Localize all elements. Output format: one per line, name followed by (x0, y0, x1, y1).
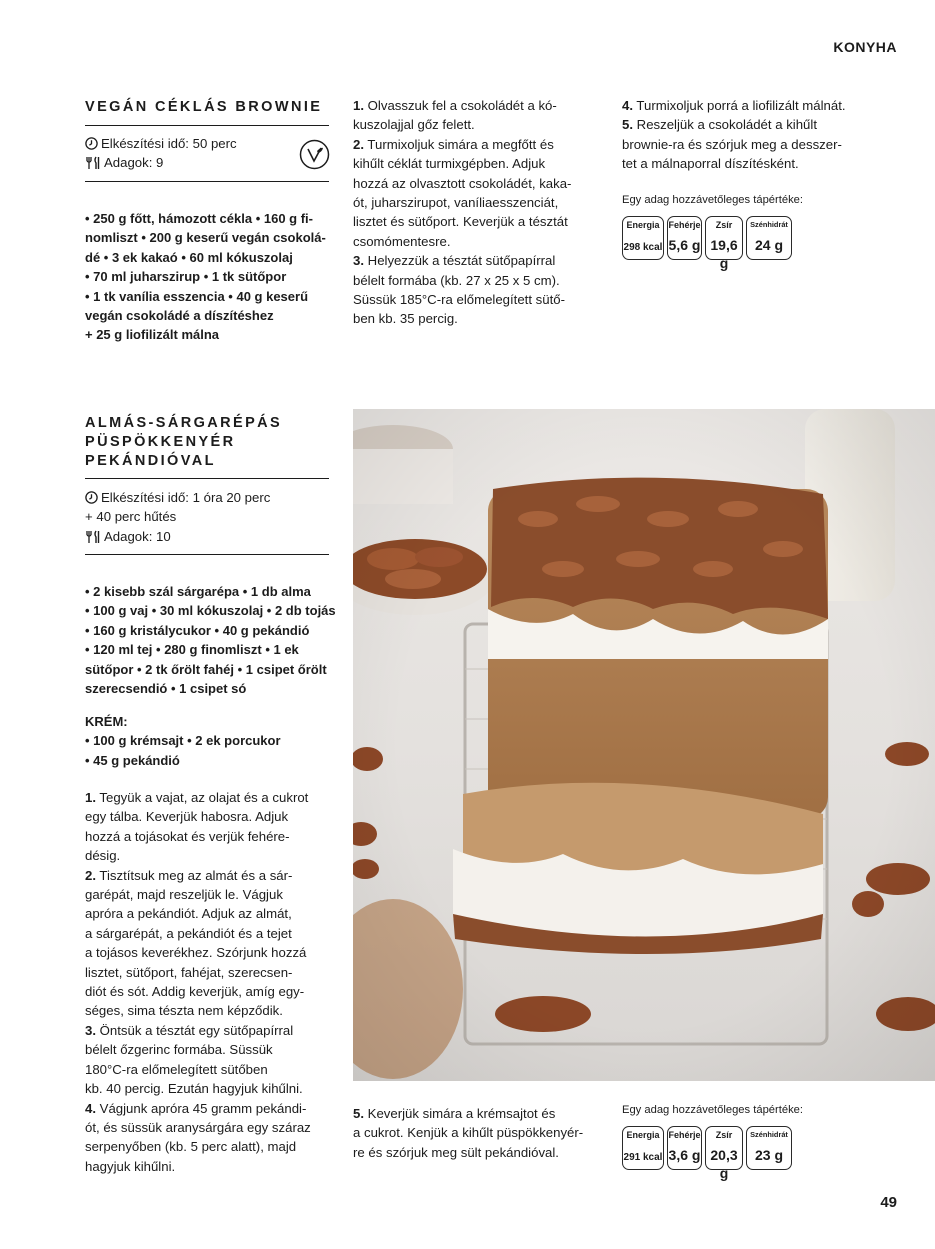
cake-photo-illustration (353, 409, 935, 1081)
nutrition-cell-fat (705, 1126, 743, 1181)
step-line (85, 1137, 311, 1156)
step-text: brownie-ra és szórjuk meg a desszer- (622, 136, 842, 152)
step-line (85, 885, 311, 904)
step-line (85, 963, 311, 982)
nutrition-cell-carbs (746, 1126, 792, 1170)
step-line (353, 212, 571, 231)
step-line (85, 788, 311, 807)
nutrition-label: Fehérje (668, 1130, 701, 1140)
ingredient-line: szerecsendió • 1 csipet só (85, 681, 247, 697)
step-line (353, 1104, 583, 1123)
nutrition-cell-carbs (746, 216, 792, 260)
ingredient-line: dé • 3 ek kakaó • 60 ml kókuszolaj (85, 249, 293, 265)
step-line (85, 866, 311, 885)
ingredient-line: + 25 g liofilizált málna (85, 327, 220, 343)
recipe1-title-rule (85, 125, 329, 126)
step-text: a cukrot. Kenjük a kihűlt püspökkenyér- (353, 1125, 584, 1141)
step-text: Reszeljük a csokoládét a kihűlt (633, 117, 817, 133)
step-line (353, 96, 571, 115)
step-line (353, 115, 571, 134)
cake-photo (353, 409, 935, 1081)
step-text: ben kb. 35 percig. (353, 311, 458, 327)
step-text: hagyjuk kihűlni. (85, 1158, 176, 1174)
step-line (622, 115, 846, 134)
nutrition-cell-protein (667, 1126, 702, 1170)
nutrition-value: 291 kcal (623, 1152, 663, 1163)
recipe1-ingredients (85, 209, 326, 345)
nutrition-label: Fehérje (668, 220, 701, 230)
step-text: Tisztítsuk meg az almát és a sár- (96, 867, 293, 883)
page-number: 49 (880, 1194, 897, 1211)
step-text: ót, juharszirupot, vaníliaesszenciát, (353, 195, 559, 211)
ingredient-line: nomliszt • 200 g keserű vegán csokolá- (85, 230, 326, 246)
nutrition-value: 19,6 g (710, 237, 738, 271)
recipe1-title: VEGÁN CÉKLÁS BROWNIE (85, 99, 323, 115)
recipe1-meta-rule (85, 181, 329, 182)
ingredient-line: • 100 g vaj • 30 ml kókuszolaj • 2 db tojás (85, 603, 336, 619)
step-number: 5. (622, 117, 633, 133)
step-line (353, 135, 571, 154)
recipe2-cream (85, 712, 281, 770)
step-text: bélelt formába (kb. 27 x 25 x 5 cm). (353, 272, 560, 288)
step-number: 1. (85, 790, 96, 805)
step-text: lisztet, sütőport, fahéjat, szerecsen- (85, 964, 293, 980)
nutrition-value: 3,6 g (668, 1147, 701, 1163)
recipe1-servings: Adagok: 9 (104, 155, 164, 171)
recipe2-title-line: ALMÁS-SÁRGARÉPÁS (85, 415, 283, 431)
recipe2-steps-col1 (85, 788, 311, 1176)
step-text: a tojásos keverékhez. Szórjunk hozzá (85, 945, 307, 961)
step-line (353, 154, 571, 173)
step-text: Öntsük a tésztát egy sütőpapírral (96, 1022, 294, 1038)
cutlery-icon (85, 530, 101, 544)
step-text: tet a málnaporral díszítésként. (622, 156, 799, 172)
step-line (622, 135, 846, 154)
step-text: Olvasszuk fel a csokoládét a kó- (364, 98, 557, 113)
recipe2-prep-time-line (85, 488, 335, 507)
step-line (85, 1157, 311, 1176)
step-line (85, 1040, 311, 1059)
ingredient-line: • 120 ml tej • 280 g finomliszt • 1 ek (85, 642, 299, 658)
ingredient-line: • 250 g főtt, hámozott cékla • 160 g fi- (85, 211, 313, 226)
step-text: désig. (85, 848, 121, 864)
step-text: kihűlt céklát turmixgépben. Adjuk (353, 156, 546, 172)
step-line (353, 290, 571, 309)
recipe2-servings-line (85, 527, 335, 546)
nutrition-label: Energia (626, 220, 660, 230)
step-text: csomómentesre. (353, 233, 451, 249)
recipe2-title-line: PÜSPÖKKENYÉR (85, 434, 236, 450)
nutrition-cell-protein (667, 216, 702, 260)
ingredient-line: • 45 g pekándió (85, 752, 180, 768)
recipe1-nutrition-table (622, 216, 792, 271)
step-text: Helyezzük a tésztát sütőpapírral (364, 253, 556, 269)
ingredient-line: • 100 g krémsajt • 2 ek porcukor (85, 733, 281, 749)
recipe2-prep-time: Elkészítési idő: 1 óra 20 perc (101, 490, 271, 505)
ingredient-line: • 2 kisebb szál sárgarépa • 1 db alma (85, 584, 311, 599)
step-line (85, 904, 311, 923)
section-label: KONYHA (833, 39, 897, 55)
step-line (353, 193, 571, 212)
recipe1-nutrition-caption: Egy adag hozzávetőleges tápértéke: (622, 194, 803, 206)
step-number: 3. (85, 1022, 96, 1038)
step-text: kb. 40 percig. Ezután hagyjuk kihűlni. (85, 1081, 303, 1097)
step-text: diót és sót. Addig keverjük, amíg egy- (85, 984, 305, 1000)
step-text: hozzá a tojásokat és verjük fehére- (85, 828, 290, 844)
step-text: Süssük 185°C-ra előmelegített sütő- (353, 292, 565, 308)
step-number: 4. (85, 1100, 96, 1116)
step-line (353, 1143, 583, 1162)
step-line (85, 1060, 311, 1079)
nutrition-value: 5,6 g (668, 237, 701, 253)
recipe2-meta-rule (85, 554, 329, 555)
vegan-leaf-icon (299, 139, 330, 170)
step-text: ót, és süssük aranysárgára egy száraz (85, 1119, 311, 1135)
ingredient-line: • 70 ml juharszirup • 1 tk sütőpor (85, 269, 287, 285)
step-line (85, 807, 311, 826)
step-text: Tegyük a vajat, az olajat és a cukrot (96, 790, 309, 805)
recipe2-servings: Adagok: 10 (104, 528, 171, 544)
step-text: re és szórjuk meg sült pekándióval. (353, 1144, 559, 1160)
recipe2-title-rule (85, 478, 329, 479)
step-text: Turmixoljuk simára a megfőtt és (364, 136, 554, 152)
step-line (353, 1123, 583, 1142)
clock-icon (85, 137, 98, 150)
ingredient-line: vegán csokoládé a díszítéshez (85, 308, 274, 324)
step-line (622, 96, 846, 115)
step-text: serpenyőben (kb. 5 perc alatt), majd (85, 1139, 297, 1155)
step-line (353, 271, 571, 290)
nutrition-label: Energia (626, 1130, 660, 1140)
recipe2-nutrition-table (622, 1126, 792, 1181)
step-text: garépát, majd reszeljük le. Vágjuk (85, 887, 283, 903)
step-number: 4. (622, 98, 633, 113)
recipe2-nutrition-caption: Egy adag hozzávetőleges tápértéke: (622, 1104, 803, 1116)
step-text: kuszolajjal gőz felett. (353, 117, 475, 133)
step-line (85, 943, 311, 962)
step-text: Vágjunk apróra 45 gramm pekándi- (96, 1100, 307, 1116)
step-line (622, 154, 846, 173)
nutrition-label: Szénhidrát (750, 220, 788, 229)
nutrition-label: Szénhidrát (750, 1130, 788, 1139)
recipe1-prep-time: Elkészítési idő: 50 perc (101, 136, 237, 151)
clock-icon (85, 491, 98, 504)
step-number: 2. (85, 867, 96, 883)
cream-heading: KRÉM: (85, 714, 128, 729)
recipe2-title-line: PEKÁNDIÓVAL (85, 453, 216, 469)
step-line (353, 251, 571, 270)
recipe2-ingredients (85, 582, 336, 698)
step-line (353, 232, 571, 251)
ingredient-line: • 1 tk vanília esszencia • 40 g keserű (85, 288, 309, 304)
nutrition-value: 20,3 g (710, 1147, 738, 1181)
recipe1-steps-col2 (353, 96, 571, 329)
recipe2-meta (85, 488, 335, 546)
nutrition-cell-energy (622, 1126, 664, 1170)
step-line (85, 982, 311, 1001)
recipe1-prep-time-line (85, 134, 335, 153)
step-text: Keverjük simára a krémsajtot és (364, 1106, 556, 1121)
step-line (85, 1099, 311, 1118)
recipe1-steps-col3 (622, 96, 846, 174)
nutrition-label: Zsír (715, 220, 733, 230)
recipe1-meta (85, 134, 335, 173)
recipe1-servings-line (85, 153, 335, 172)
step-text: 180°C-ra előmelegített sütőben (85, 1061, 268, 1077)
step-number: 1. (353, 98, 364, 113)
step-number: 5. (353, 1106, 364, 1121)
step-line (85, 827, 311, 846)
step-text: egy tálba. Keverjük habosra. Adjuk (85, 809, 289, 825)
step-line (85, 1001, 311, 1020)
ingredient-line: sütőpor • 2 tk őrölt fahéj • 1 csipet őrölt (85, 661, 327, 677)
step-text: a sárgarépát, a pekándiót és a tejet (85, 925, 292, 941)
step-number: 2. (353, 136, 364, 152)
ingredient-line: • 160 g kristálycukor • 40 g pekándió (85, 622, 310, 638)
recipe2-prep-time-cont: + 40 perc hűtés (85, 509, 177, 525)
step-text: apróra a pekándiót. Adjuk az almát, (85, 906, 292, 922)
step-text: bélelt őzgerinc formába. Süssük (85, 1042, 273, 1058)
step-text: lisztet és sütőport. Keverjük a tésztát (353, 214, 568, 230)
nutrition-cell-energy (622, 216, 664, 260)
cutlery-icon (85, 156, 101, 170)
nutrition-value: 24 g (754, 237, 783, 253)
step-line (85, 1118, 311, 1137)
step-number: 3. (353, 253, 364, 269)
nutrition-label: Zsír (715, 1130, 733, 1140)
step-line (85, 846, 311, 865)
recipe2-steps-col2 (353, 1104, 583, 1162)
step-text: hozzá az olvasztott csokoládét, kaka- (353, 175, 572, 191)
recipe2-title (85, 414, 282, 471)
step-line (353, 309, 571, 328)
step-line (85, 1021, 311, 1040)
step-line (85, 924, 311, 943)
nutrition-value: 23 g (754, 1147, 783, 1163)
step-text: séges, sima tészta nem képződik. (85, 1003, 283, 1019)
nutrition-value: 298 kcal (623, 242, 663, 253)
nutrition-cell-fat (705, 216, 743, 271)
step-text: Turmixoljuk porrá a liofilizált málnát. (633, 98, 846, 113)
step-line (353, 174, 571, 193)
step-line (85, 1079, 311, 1098)
